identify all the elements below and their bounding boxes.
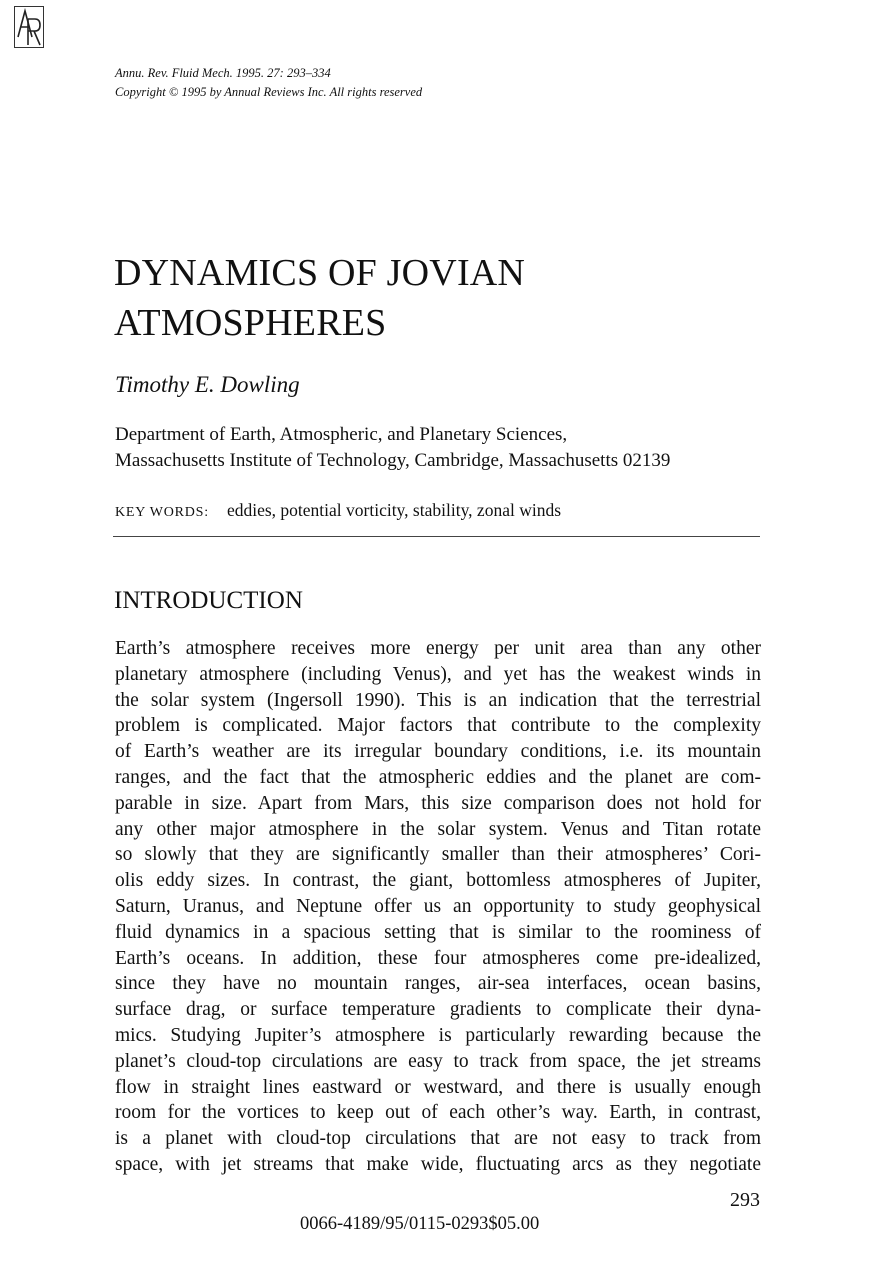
body-line: mics. Studying Jupiter’s atmosphere is particularly rewarding because the	[115, 1024, 761, 1046]
affiliation	[115, 422, 670, 474]
divider	[113, 536, 760, 537]
article-code: 0066-4189/95/0115-0293$05.00	[300, 1214, 540, 1234]
body-line: Earth’s oceans. In addition, these four atmospheres come pre-idealized,	[115, 947, 761, 969]
body-line: since they have no mountain ranges, air-sea interfaces, ocean basins,	[115, 973, 761, 995]
body-line: planet’s cloud-top circulations are easy to track from space, the jet streams	[115, 1050, 761, 1072]
body-line: surface drag, or surface temperature gradients to complicate their dyna-	[115, 999, 761, 1021]
body-line: space, with jet streams that make wide, fluctuating arcs as they negotiate	[115, 1153, 761, 1175]
body-line: ranges, and the fact that the atmospheric eddies and the planet are com-	[115, 766, 761, 788]
journal-citation: Annu. Rev. Fluid Mech. 1995. 27: 293–334	[115, 66, 331, 80]
page-number: 293	[730, 1189, 760, 1211]
keywords-label: KEY WORDS:	[115, 505, 209, 520]
body-line: problem is complicated. Major factors that contribute to the complexity	[115, 715, 761, 737]
body-line: planetary atmosphere (including Venus), and yet has the weakest winds in	[115, 663, 761, 685]
body-line: is a planet with cloud-top circulations that are not easy to track from	[115, 1128, 761, 1150]
body-line: flow in straight lines eastward or westward, and there is usually enough	[115, 1076, 761, 1098]
ar-logo-icon	[15, 7, 43, 47]
title-line-2: ATMOSPHERES	[114, 302, 387, 344]
affiliation-line-2: Massachusetts Institute of Technology, Cambridge, Massachusetts 02139	[115, 450, 671, 471]
copyright-line: Copyright © 1995 by Annual Reviews Inc. All rights reserved	[115, 85, 423, 99]
body-paragraph	[115, 636, 761, 1178]
body-line: Earth’s atmosphere receives more energy per unit area than any other	[115, 638, 761, 659]
keywords	[115, 500, 561, 521]
title-line-1: DYNAMICS OF JOVIAN	[114, 252, 526, 294]
body-line: so slowly that they are significantly smaller than their atmospheres’ Cori-	[115, 844, 761, 866]
body-line: any other major atmosphere in the solar system. Venus and Titan rotate	[115, 818, 761, 840]
section-heading: INTRODUCTION	[114, 587, 303, 614]
body-line: parable in size. Apart from Mars, this size comparison does not hold for	[115, 792, 761, 814]
annual-reviews-logo	[14, 6, 44, 48]
body-line: olis eddy sizes. In contrast, the giant, bottomless atmospheres of Jupiter,	[115, 870, 761, 892]
body-line: of Earth’s weather are its irregular boundary conditions, i.e. its mountain	[115, 741, 761, 763]
body-line: Saturn, Uranus, and Neptune offer us an opportunity to study geophysical	[115, 895, 761, 917]
body-line: fluid dynamics in a spacious setting that is similar to the roominess of	[115, 921, 761, 943]
body-line: the solar system (Ingersoll 1990). This is an indication that the terrestrial	[115, 689, 761, 711]
author-name: Timothy E. Dowling	[115, 372, 300, 397]
journal-info	[115, 64, 422, 102]
affiliation-line-1: Department of Earth, Atmospheric, and Planetary Sciences,	[115, 424, 568, 445]
body-line: room for the vortices to keep out of each other’s way. Earth, in contrast,	[115, 1102, 761, 1124]
keywords-text: eddies, potential vorticity, stability, zonal winds	[226, 500, 562, 520]
article-title	[114, 248, 525, 348]
